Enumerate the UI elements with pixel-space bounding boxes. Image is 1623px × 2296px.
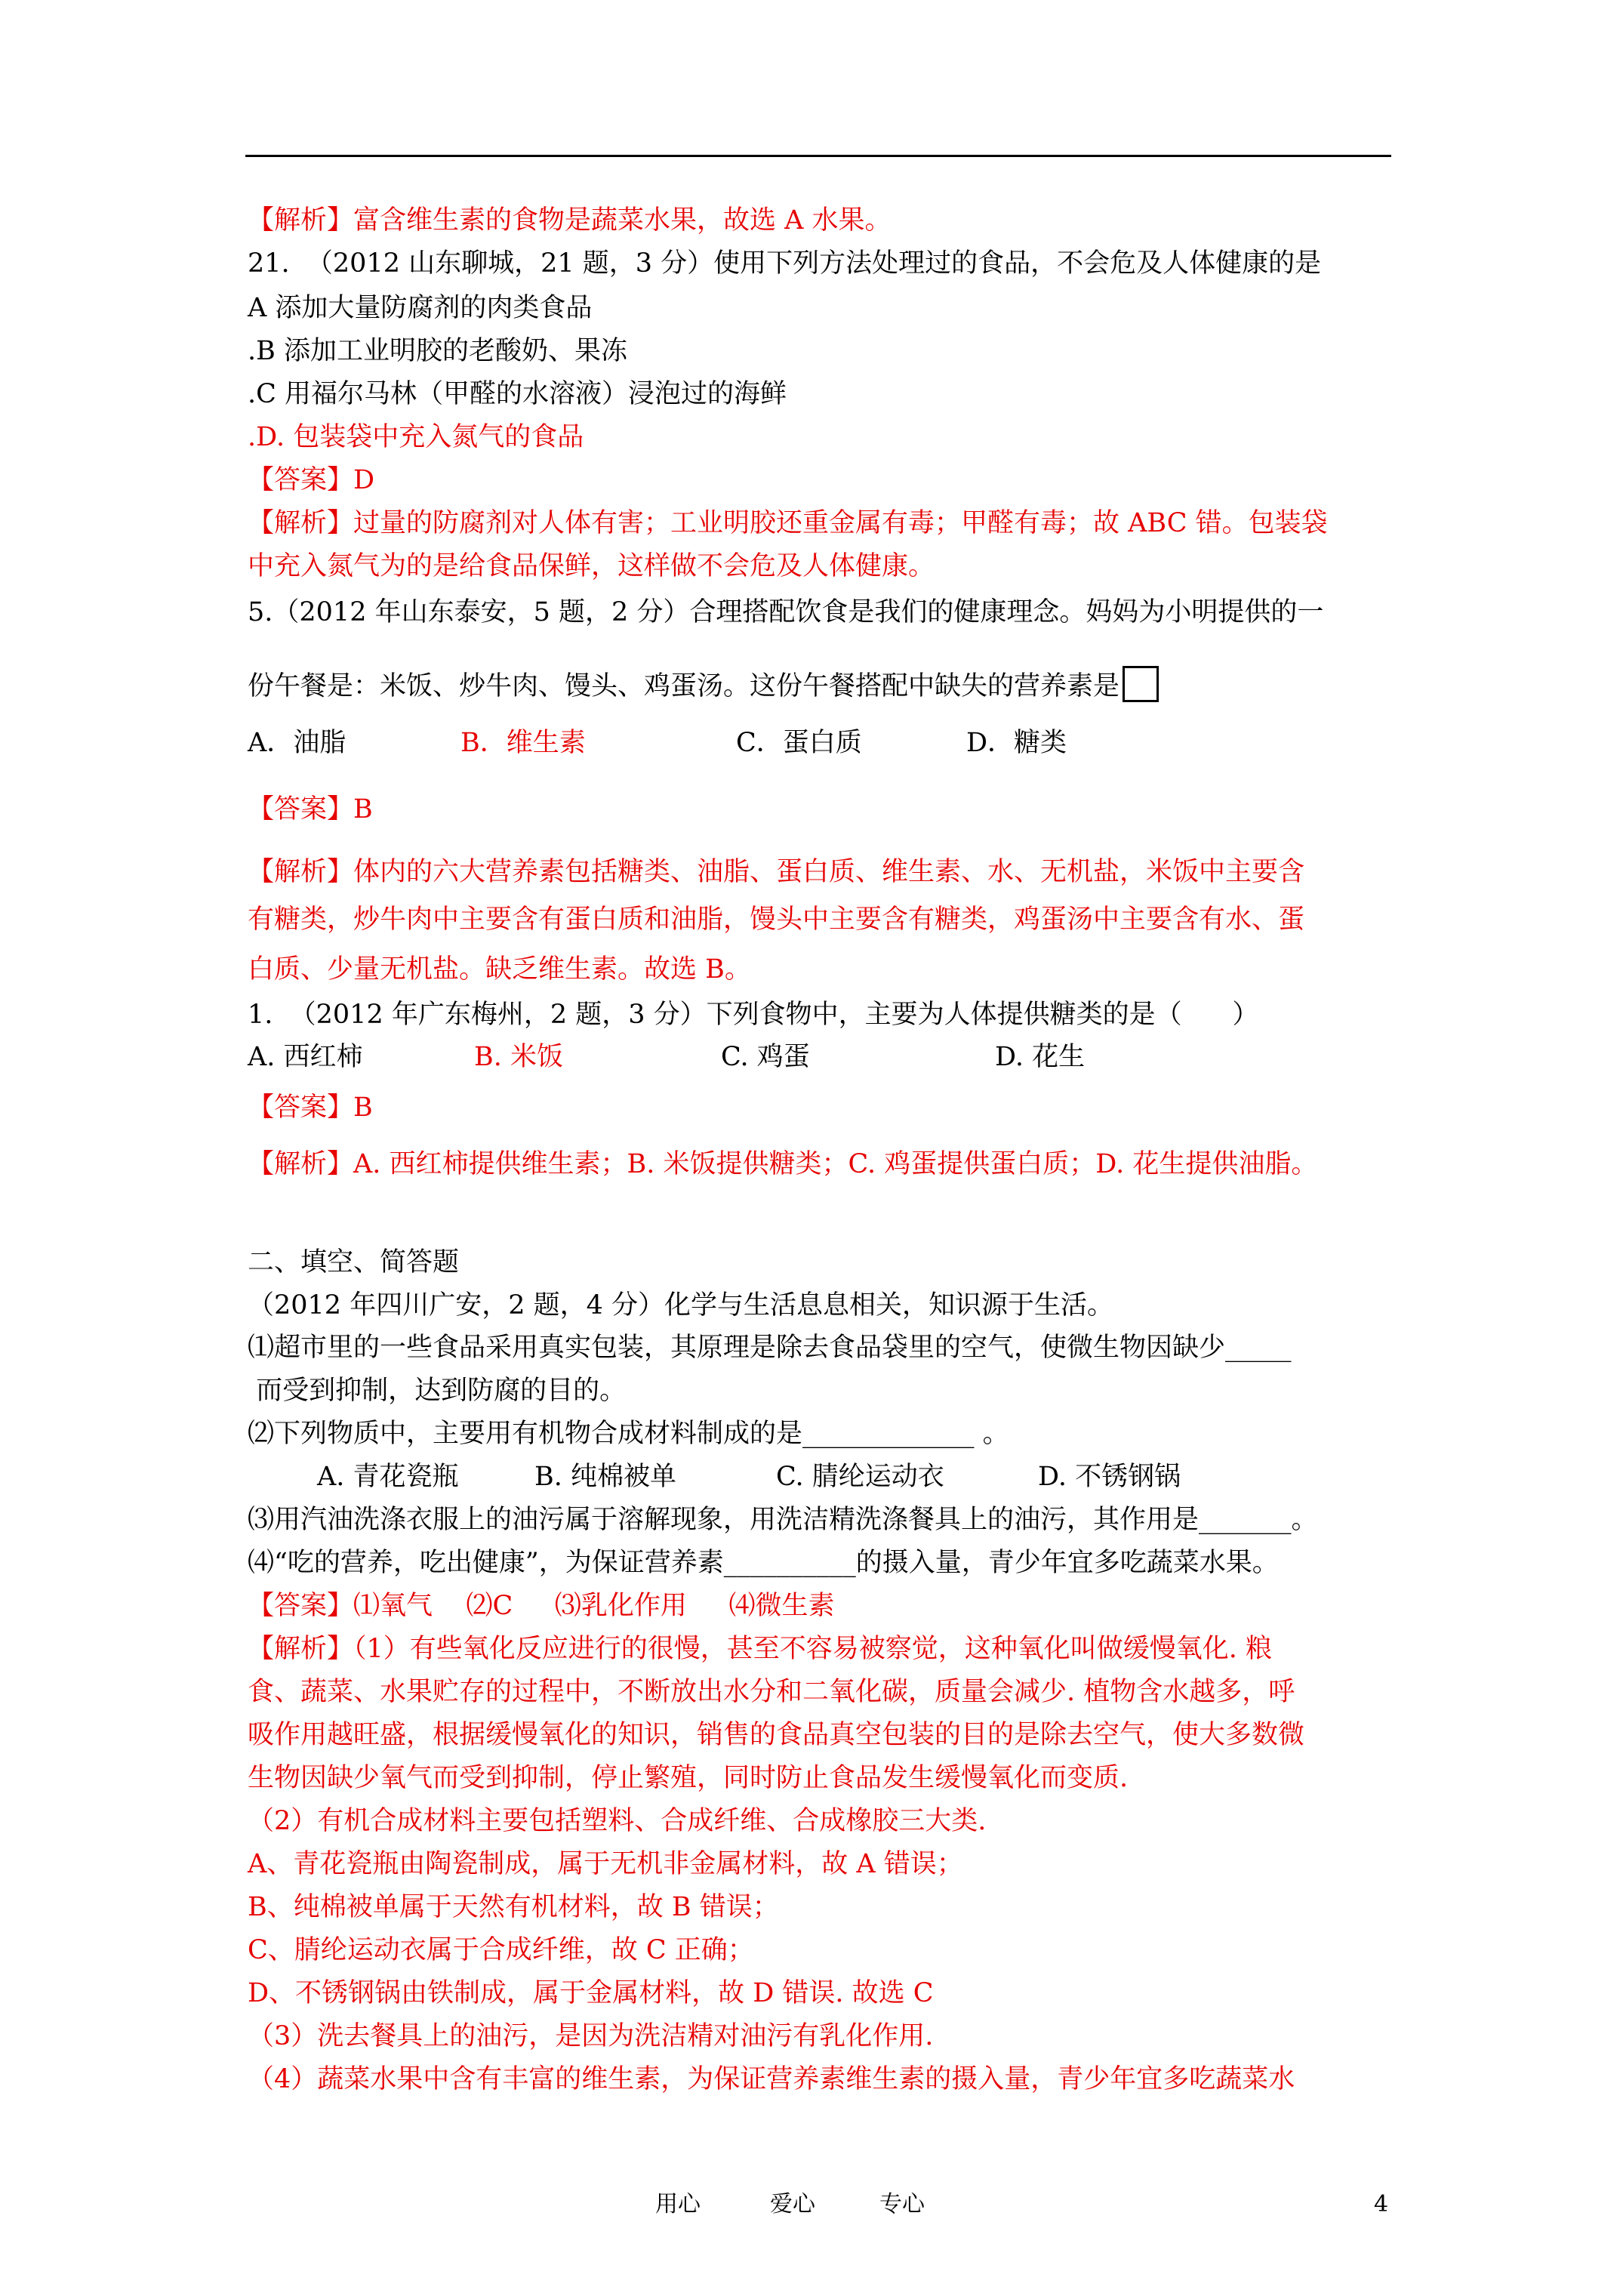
- analysis-text: 【解析】富含维生素的食物是蔬菜水果，故选 A 水果。: [248, 205, 892, 236]
- analysis-text: 【解析】A. 西红柿提供维生素；B. 米饭提供糖类；C. 鸡蛋提供蛋白质；D. 花生提供油脂。: [248, 1149, 1318, 1179]
- analysis-text: 吸作用越旺盛，根据缓慢氧化的知识，销售的食品真空包装的目的是除去空气，使大多数微: [248, 1720, 1305, 1750]
- question-1: 1. （2012 年广东梅州，2 题，3 分）下列食物中，主要为人体提供糖类的是（ ）: [248, 1000, 1259, 1030]
- question-fill: 而受到抑制，达到防腐的目的。: [248, 1376, 627, 1406]
- analysis-text: （4）蔬菜水果中含有丰富的维生素，为保证营养素维生素的摄入量，青少年宜多吃蔬菜水: [248, 2064, 1295, 2094]
- analysis-text: B、纯棉被单属于天然有机材料，故 B 错误；: [248, 1892, 779, 1922]
- q5-option-c: C．蛋白质: [736, 728, 862, 758]
- analysis-text: 食、蔬菜、水果贮存的过程中，不断放出水分和二氧化碳，质量会减少. 植物含水越多，呼: [248, 1677, 1295, 1707]
- q2-option-c: C. 腈纶运动衣: [776, 1462, 944, 1492]
- answer-text: 【答案】B: [248, 1093, 373, 1123]
- answer-text: 【答案】⑴氧气 ⑵C ⑶乳化作用 ⑷微生素: [248, 1591, 835, 1621]
- analysis-text: 生物因缺少氧气而受到抑制，停止繁殖，同时防止食品发生缓慢氧化而变质.: [248, 1763, 1129, 1793]
- question-5-cont: [248, 666, 1159, 702]
- q5-option-d: D．糖类: [966, 728, 1067, 758]
- q1-option-c: C. 鸡蛋: [721, 1042, 810, 1072]
- header-rule: [245, 155, 1391, 157]
- question-fill: （2012 年四川广安，2 题，4 分）化学与生活息息相关，知识源于生活。: [248, 1290, 1113, 1321]
- answer-text: 【答案】D: [248, 465, 375, 495]
- question-fill: ⑶用汽油洗涤衣服上的油污属于溶解现象，用洗洁精洗涤餐具上的油污，其作用是_______。: [248, 1505, 1318, 1535]
- answer-blank-box: [1123, 666, 1159, 702]
- analysis-text: 有糖类，炒牛肉中主要含有蛋白质和油脂，馒头中主要含有糖类，鸡蛋汤中主要含有水、蛋: [248, 905, 1305, 935]
- q1-option-b: B. 米饭: [474, 1042, 563, 1072]
- analysis-text: A、青花瓷瓶由陶瓷制成，属于无机非金属材料，故 A 错误；: [248, 1849, 963, 1879]
- footer-mid: 爱心: [770, 2191, 815, 2217]
- footer-right: 专心: [879, 2191, 925, 2217]
- q1-option-a: A. 西红柿: [248, 1042, 363, 1072]
- analysis-text: 【解析】体内的六大营养素包括糖类、油脂、蛋白质、维生素、水、无机盐，米饭中主要含: [248, 857, 1305, 887]
- analysis-text: （2）有机合成材料主要包括塑料、合成纤维、合成橡胶三大类.: [248, 1806, 987, 1836]
- q2-option-b: B. 纯棉被单: [534, 1462, 676, 1492]
- option-text-correct: .D. 包装袋中充入氮气的食品: [248, 422, 584, 452]
- analysis-text: 中充入氮气为的是给食品保鲜，这样做不会危及人体健康。: [248, 551, 935, 581]
- option-text: .C 用福尔马林（甲醛的水溶液）浸泡过的海鲜: [248, 379, 787, 409]
- page-number: 4: [1374, 2191, 1389, 2217]
- analysis-text: （3）洗去餐具上的油污，是因为洗洁精对油污有乳化作用.: [248, 2021, 934, 2051]
- option-text: .B 添加工业明胶的老酸奶、果冻: [248, 336, 627, 366]
- question-5-text: 份午餐是：米饭、炒牛肉、馒头、鸡蛋汤。这份午餐搭配中缺失的营养素是: [248, 671, 1120, 701]
- analysis-text: 【解析】过量的防腐剂对人体有害；工业明胶还重金属有毒；甲醛有毒；故 ABC 错。包装袋: [248, 508, 1328, 538]
- question-5: 5.（2012 年山东泰安，5 题，2 分）合理搭配饮食是我们的健康理念。妈妈为小明提供的一: [248, 597, 1324, 627]
- section-heading: 二、填空、简答题: [248, 1247, 460, 1277]
- question-fill: ⑴超市里的一些食品采用真实包装，其原理是除去食品袋里的空气，使微生物因缺少_____: [248, 1333, 1292, 1363]
- q5-option-a: A．油脂: [248, 728, 346, 758]
- answer-text: 【答案】B: [248, 794, 373, 824]
- analysis-text: 【解析】（1）有些氧化反应进行的很慢，甚至不容易被察觉，这种氧化叫做缓慢氧化. 粮: [248, 1634, 1273, 1664]
- q2-option-d: D. 不锈钢锅: [1038, 1462, 1181, 1492]
- analysis-text: C、腈纶运动衣属于合成纤维，故 C 正确；: [248, 1935, 754, 1965]
- footer-left: 用心: [655, 2191, 701, 2217]
- q1-option-d: D. 花生: [995, 1042, 1086, 1072]
- question-21: 21. （2012 山东聊城，21 题，3 分）使用下列方法处理过的食品，不会危及人体健康的是: [248, 248, 1322, 279]
- analysis-text: D、不锈钢锅由铁制成，属于金属材料，故 D 错误. 故选 C: [248, 1978, 934, 2008]
- question-fill: ⑷“吃的营养，吃出健康”，为保证营养素__________的摄入量，青少年宜多吃蔬菜水果。: [248, 1548, 1279, 1578]
- analysis-text: 白质、少量无机盐。缺乏维生素。故选 B。: [248, 954, 751, 985]
- option-text: A 添加大量防腐剂的肉类食品: [248, 293, 593, 323]
- q5-option-b: B．维生素: [460, 728, 586, 758]
- question-fill: ⑵下列物质中，主要用有机物合成材料制成的是_____________ 。: [248, 1419, 1009, 1449]
- q2-option-a: A. 青花瓷瓶: [317, 1462, 459, 1492]
